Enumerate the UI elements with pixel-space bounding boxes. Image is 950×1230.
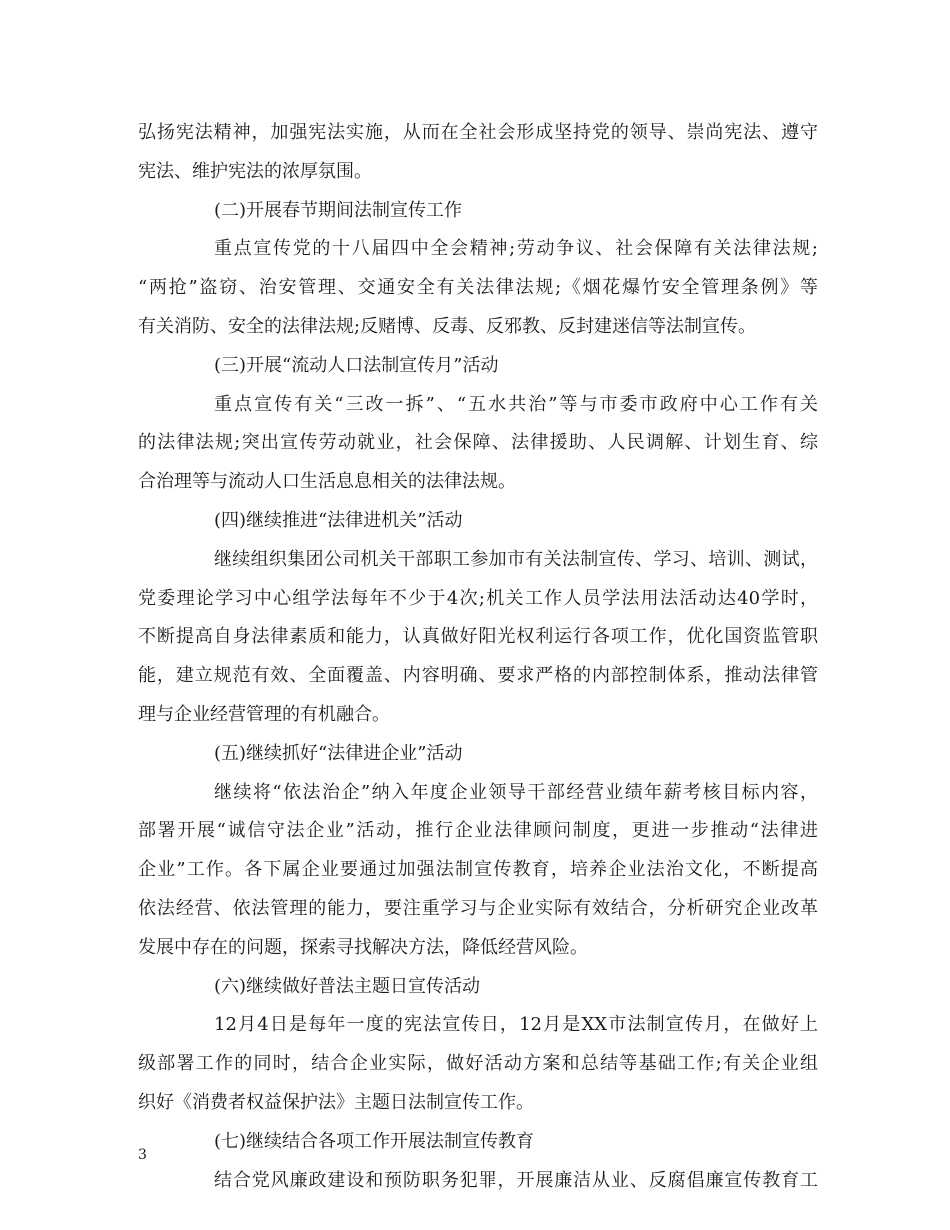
paragraph-line: 合治理等与流动人口生活息息相关的法律法规。	[138, 471, 516, 493]
paragraph-line: 重点宣传有关“三改一拆”、“五水共治”等与市委市政府中心工作有关	[214, 393, 818, 415]
paragraph-line: 弘扬宪法精神，加强宪法实施，从而在全社会形成坚持党的领导、崇尚宪法、遵守	[138, 122, 818, 143]
paragraph-line: 依法经营、依法管理的能力，要注重学习与企业实际有效结合，分析研究企业改革	[138, 897, 818, 919]
paragraph-line: 的法律法规;突出宣传劳动就业，社会保障、法律援助、人民调解、计划生育、综	[138, 432, 818, 454]
section-heading: (六)继续做好普法主题日宣传活动	[214, 975, 481, 997]
paragraph-line: 有关消防、安全的法律法规;反赌博、反毒、反邪教、反封建迷信等法制宣传。	[138, 315, 757, 337]
paragraph-line: 织好《消费者权益保护法》主题日法制宣传工作。	[138, 1091, 534, 1113]
section-heading: (二)开展春节期间法制宣传工作	[214, 199, 463, 221]
section-heading: (五)继续抓好“法律进企业”活动	[214, 742, 463, 764]
paragraph-line: 结合党风廉政建设和预防职务犯罪，开展廉洁从业、反腐倡廉宣传教育工	[214, 1169, 818, 1191]
section-heading: (四)继续推进“法律进机关”活动	[214, 509, 463, 531]
page-number: 3	[138, 1147, 147, 1163]
paragraph-line: 级部署工作的同时，结合企业实际，做好活动方案和总结等基础工作;有关企业组	[138, 1053, 818, 1075]
paragraph-line: 能，建立规范有效、全面覆盖、内容明确、要求严格的内部控制体系，推动法律管	[138, 665, 818, 687]
document-body	[138, 114, 818, 1200]
paragraph-line: “两抢”盗窃、治安管理、交通安全有关法律法规;《烟花爆竹安全管理条例》等	[138, 277, 818, 299]
paragraph-line: 继续将“依法治企”纳入年度企业领导干部经营业绩年薪考核目标内容，	[214, 781, 818, 803]
section-heading: (三)开展“流动人口法制宣传月”活动	[214, 354, 499, 376]
paragraph-line: 理与企业经营管理的有机融合。	[138, 703, 390, 725]
paragraph-line: 宪法、维护宪法的浓厚氛围。	[138, 160, 372, 182]
paragraph-line: 重点宣传党的十八届四中全会精神;劳动争议、社会保障有关法律法规;	[214, 238, 818, 260]
paragraph-line: 12月4日是每年一度的宪法宣传日，12月是XX市法制宣传月，在做好上	[214, 1014, 818, 1036]
paragraph-line: 企业”工作。各下属企业要通过加强法制宣传教育，培养企业法治文化，不断提高	[138, 859, 818, 881]
paragraph-line: 不断提高自身法律素质和能力，认真做好阳光权利运行各项工作，优化国资监管职	[138, 626, 818, 648]
paragraph-line: 继续组织集团公司机关干部职工参加市有关法制宣传、学习、培训、测试，	[214, 548, 818, 570]
paragraph-line: 发展中存在的问题，探索寻找解决方法，降低经营风险。	[138, 936, 588, 958]
section-heading: (七)继续结合各项工作开展法制宣传教育	[214, 1130, 535, 1152]
paragraph-line: 部署开展“诚信守法企业”活动，推行企业法律顾问制度，更进一步推动“法律进	[138, 820, 818, 842]
paragraph-line: 党委理论学习中心组学法每年不少于4次;机关工作人员学法用法活动达40学时，	[138, 587, 818, 609]
